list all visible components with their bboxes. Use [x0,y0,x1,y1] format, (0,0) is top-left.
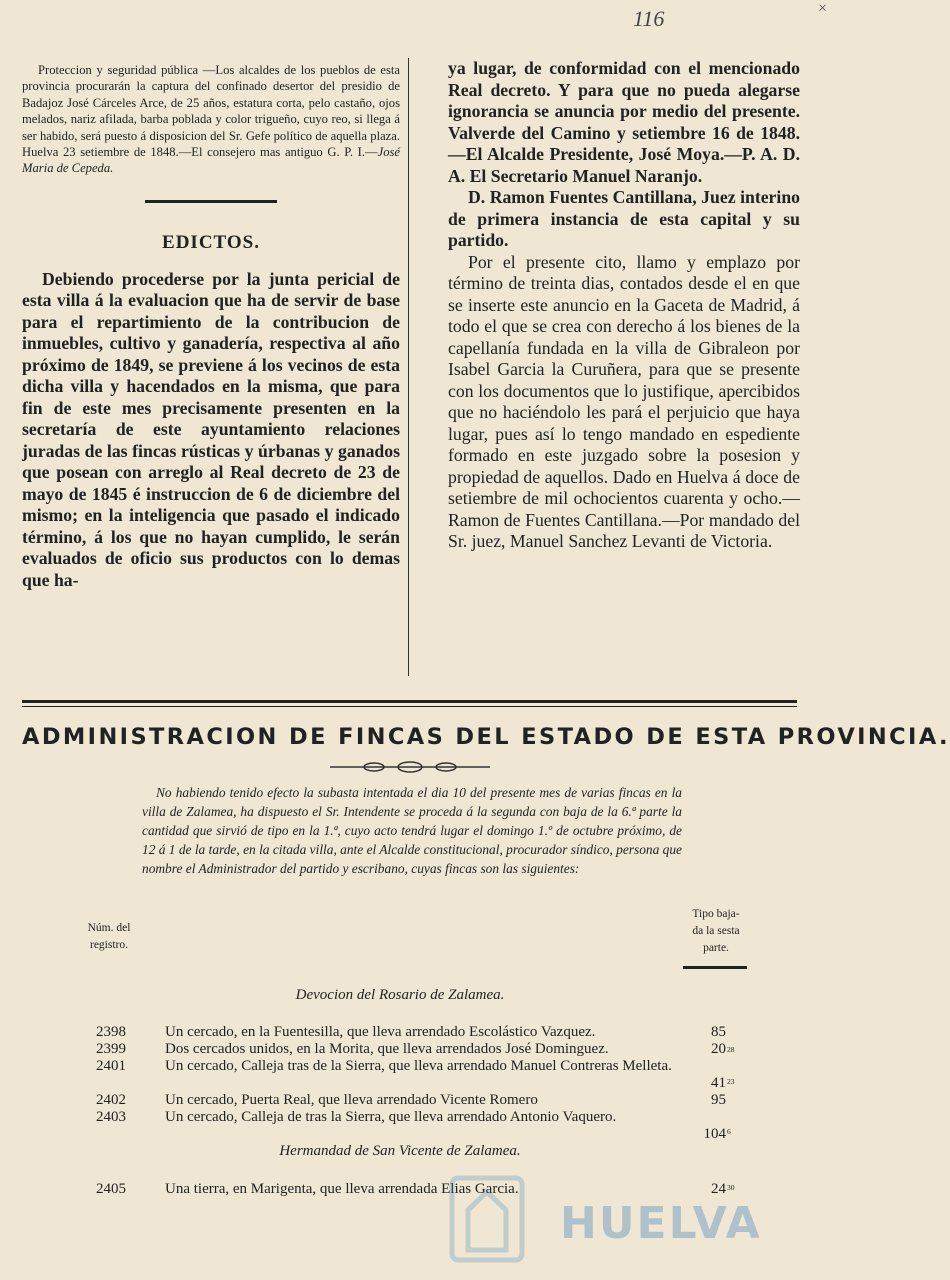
price-cents: 6 [727,1127,731,1136]
section-rule [145,200,277,203]
group-heading-rosario: Devocion del Rosario de Zalamea. [295,987,505,1003]
price-value: 20 [711,1041,726,1057]
property-description: Un cercado, en la Fuentesilla, que lleva arrendado Escolástico Vazquez. [165,1024,596,1040]
registry-number: 2398 [96,1024,126,1040]
price-value: 24 [711,1181,726,1197]
edict-valverde-text: Debiendo procederse por la junta pericial de esta villa á la evaluacion que ha de servir de base para el repartimiento de la contribucion de inmuebles, cultivo y ganadería, respectiva al año próximo de 1849, se previene á los vecinos de esta dicha villa y hacendados en la misma, que para fin de este mes precisamente presenten en la secretaría de este ayuntamiento relaciones juradas de las fincas rústicas y úrbanas y ganados que posean con arreglo al Real decreto de 23 de mayo de 1845 é instruccion de 6 de diciembre del mismo; en la inteligencia que pasado el indicado término, á los que no hayan cumplido, le serán evaluados de oficio sus productos con lo demas que ha- [22,268,400,590]
edicts-heading: EDICTOS. [162,231,260,253]
watermark-text: HUELVA [560,1198,762,1249]
registry-header-line-2: registro. [89,939,128,951]
property-description: Un cercado, Puerta Real, que lleva arrendado Vicente Romero [165,1092,538,1108]
registry-number: 2399 [96,1041,126,1057]
price-value: 104 [703,1126,726,1142]
price-value: 85 [711,1024,726,1040]
group-heading-san-vicente: Hermandad de San Vicente de Zalamea. [279,1143,521,1159]
property-description: Dos cercados unidos, en la Morita, que lleva arrendados José Dominguez. [165,1041,609,1057]
header-rule [683,966,747,969]
price-header-line-1: Tipo baja- [692,908,740,920]
registry-number-header [74,920,144,954]
auction-intro: No habiendo tenido efecto la subasta intentada el dia 10 del presente mes de varias fincas en la villa de Zalamea, ha dispuesto el Sr. Intendente se proceda á la segunda con baja de la 6.ª parte la cantidad que sirvió de tipo en la 1.ª, cuyo acto tendrá lugar el domingo 1.º de octubre próximo, de 12 á 1 de la tarde, en la citada villa, ante el Alcalde constitucional, procurador síndico, persona que nombre el Administrador del partido y escribano, cuyas fincas son las siguientes: [142,785,682,876]
price-header-line-3: parte. [703,942,729,954]
edict-continuation: ya lugar, de conformidad con el mencionado Real decreto. Y para que no pueda alegarse ignorancia se anuncia por medio del presente. Valverde del Camino y setiembre 16 de 1848.—El Alcalde Presidente, José Moya.—P. A. D. A. El Secretario Manuel Naranjo. [448,58,800,186]
right-column [448,58,800,553]
column-divider [408,58,409,676]
section-separator-top [22,700,797,703]
notice-text: Proteccion y seguridad pública —Los alcaldes de los pueblos de esta provincia procurarán la captura del confinado desertor del presidio de Badajoz José Cárceles Arce, de 25 años, estatura corta, pelo castaño, ojos melados, nariz afilada, barba poblada y color trigueño, cuyo reo, si llega á ser habido, será puesto á disposicion del Sr. Gefe político de aquella plaza. Huelva 23 setiembre de 1848.—El consejero mas antiguo G. P. I.— [22,63,400,160]
corner-mark: × [818,0,828,17]
page-number: 116 [633,6,665,31]
registry-number: 2403 [96,1109,126,1125]
price-value: 41 [711,1075,726,1091]
ornament-divider [330,760,490,774]
price-header [676,906,756,957]
registry-number: 2405 [96,1181,126,1197]
registry-number: 2401 [96,1058,126,1074]
admin-title: ADMINISTRACION DE FINCAS DEL ESTADO DE ESTA PROVINCIA. [22,724,950,750]
section-separator-thin [22,706,797,707]
left-column [22,58,400,591]
price-value: 95 [711,1092,726,1108]
notice-signature: José Maria de Cepeda. [22,145,400,176]
registry-header-line-1: Núm. del [87,922,131,934]
property-description: Un cercado, Calleja tras de la Sierra, que lleva arrendado Manuel Contreras Melleta. [165,1058,672,1074]
public-safety-notice [22,62,400,177]
judge-edict-text: Por el presente cito, llamo y emplazo por término de treinta dias, contados desde el en que se inserte este anuncio en la Gaceta de Madrid, á todo el que se crea con derecho á los bienes de la capellanía fundada en la villa de Gibraleon por Isabel Garcia la Curuñera, para que se presente con los documentos que lo justifique, apercibidos que no haciéndolo les pará el perjuicio que haya lugar, pues así lo tengo mandado en espediente formado en este juzgado sobre la posesion y propiedad de aquellos. Dado en Huelva á doce de setiembre de mil ochocientos cuarenta y ocho.—Ramon de Fuentes Cantillana.—Por mandado del Sr. juez, Manuel Sanchez Levanti de Victoria. [448,251,800,551]
price-cents: 28 [727,1045,735,1054]
registry-number: 2402 [96,1092,126,1108]
property-description: Una tierra, en Marigenta, que lleva arrendada Elias Garcia. [165,1181,519,1197]
price-cents: 30 [727,1183,735,1192]
price-header-line-2: da la sesta [692,925,740,937]
property-description: Un cercado, Calleja de tras la Sierra, que lleva arrendado Antonio Vaquero. [165,1109,617,1125]
judge-heading: D. Ramon Fuentes Cantillana, Juez interino de primera instancia de esta capital y su partido. [448,187,800,250]
price-cents: 23 [727,1077,735,1086]
